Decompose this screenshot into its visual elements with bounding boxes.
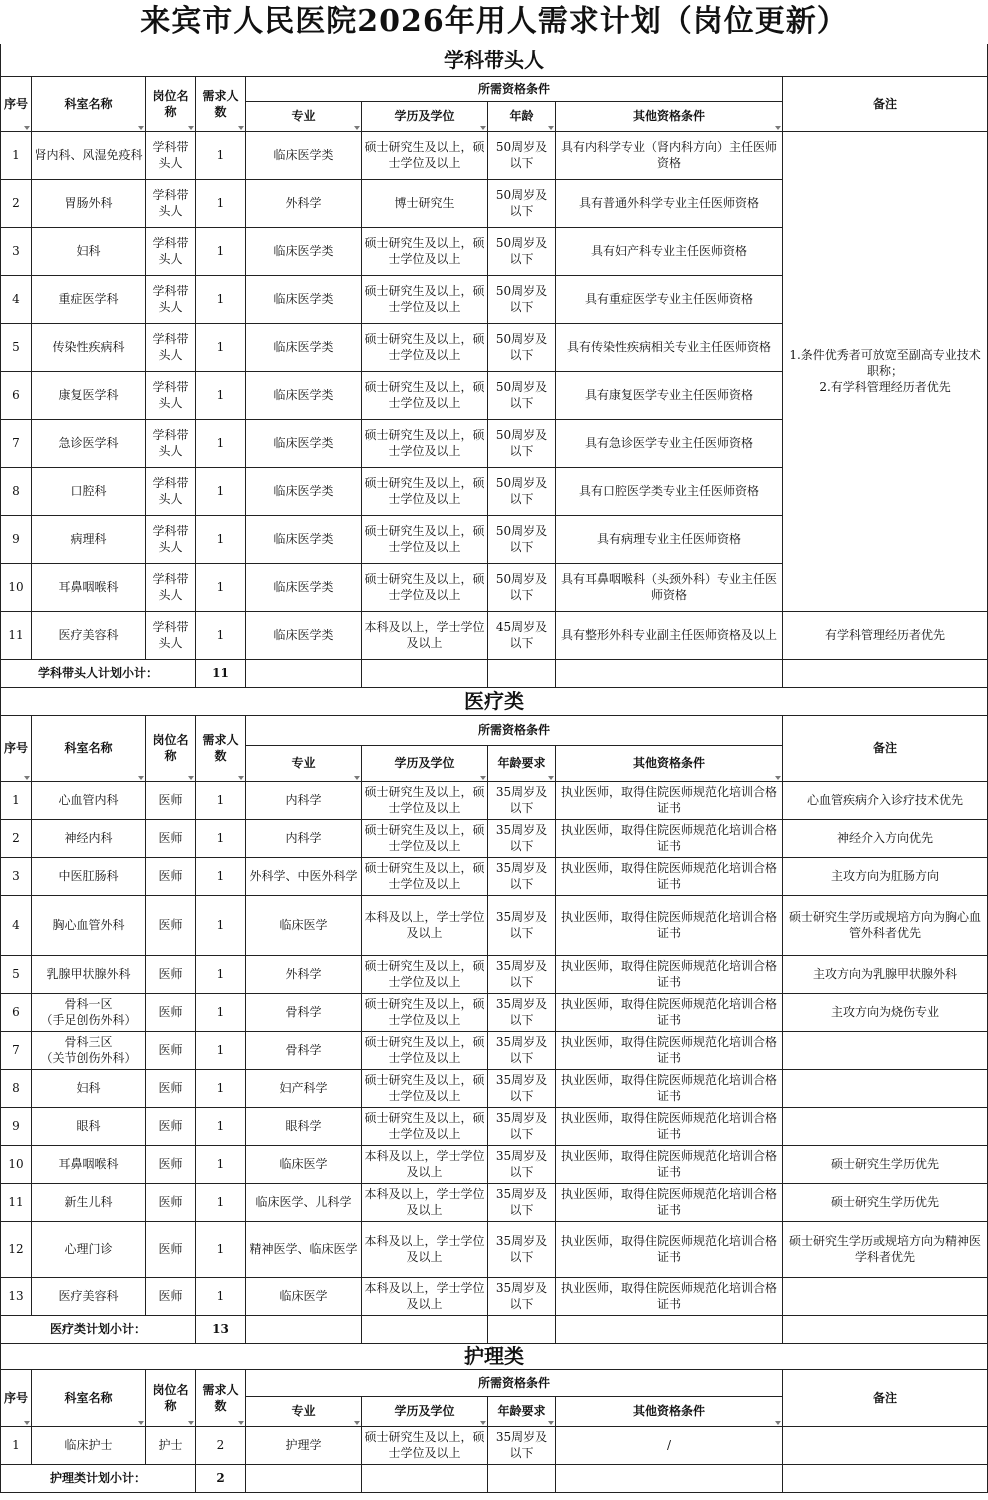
cell-count: 1 [196,1069,246,1107]
cell-age: 50周岁及以下 [488,419,556,467]
cell-note: 硕士研究生学历或规培方向为精神医学科者优先 [783,1221,988,1277]
cell-count: 1 [196,275,246,323]
subtotal-empty [556,1464,783,1492]
cell-seq: 5 [1,955,32,993]
cell-age: 35周岁及以下 [488,1031,556,1069]
cell-major: 妇产科学 [246,1069,362,1107]
cell-other: 执业医师，取得住院医师规范化培训合格证书 [556,1145,783,1183]
cell-age: 50周岁及以下 [488,563,556,611]
cell-count: 1 [196,955,246,993]
cell-count: 2 [196,1426,246,1464]
cell-position: 医师 [146,1183,196,1221]
cell-education: 硕士研究生及以上，硕士学位及以上 [362,419,488,467]
table-row [1,857,988,895]
cell-other: 具有耳鼻咽喉科（头颈外科）专业主任医师资格 [556,563,783,611]
cell-major: 临床医学、儿科学 [246,1183,362,1221]
cell-seq: 6 [1,371,32,419]
cell-major: 骨科学 [246,993,362,1031]
cell-position: 学科带头人 [146,371,196,419]
cell-note: 硕士研究生学历优先 [783,1145,988,1183]
cell-other: 具有急诊医学专业主任医师资格 [556,419,783,467]
cell-count: 1 [196,611,246,659]
cell-seq: 1 [1,1426,32,1464]
col-header-position: 岗位名称 [146,715,196,781]
cell-count: 1 [196,1031,246,1069]
cell-major: 临床医学类 [246,563,362,611]
col-header-dept: 科室名称 [32,715,146,781]
cell-age: 35周岁及以下 [488,955,556,993]
cell-major: 临床医学类 [246,131,362,179]
cell-position: 医师 [146,819,196,857]
cell-seq: 9 [1,1107,32,1145]
cell-position: 学科带头人 [146,179,196,227]
table-row [1,1069,988,1107]
cell-age: 35周岁及以下 [488,895,556,955]
cell-position: 医师 [146,1031,196,1069]
cell-dept: 妇科 [32,227,146,275]
col-header-major: 专业 [246,101,362,131]
col-header-major: 专业 [246,1396,362,1426]
cell-position: 学科带头人 [146,227,196,275]
cell-count: 1 [196,1221,246,1277]
cell-major: 外科学 [246,955,362,993]
table-row [1,1277,988,1315]
cell-major: 眼科学 [246,1107,362,1145]
cell-other: 执业医师，取得住院医师规范化培训合格证书 [556,1107,783,1145]
col-header-seq: 序号 [1,1369,32,1426]
document-title: 来宾市人民医院2026年用人需求计划（岗位更新） [140,4,848,39]
cell-major: 骨科学 [246,1031,362,1069]
col-header-education: 学历及学位 [362,745,488,781]
cell-position: 学科带头人 [146,275,196,323]
col-header-other: 其他资格条件 [556,101,783,131]
cell-note: 主攻方向为肛肠方向 [783,857,988,895]
cell-other: 具有整形外科专业副主任医师资格及以上 [556,611,783,659]
cell-position: 学科带头人 [146,515,196,563]
cell-seq: 2 [1,179,32,227]
cell-other: 执业医师，取得住院医师规范化培训合格证书 [556,1183,783,1221]
subtotal-value: 2 [196,1464,246,1492]
cell-age: 35周岁及以下 [488,1107,556,1145]
col-header-seq: 序号 [1,715,32,781]
cell-dept: 妇科 [32,1069,146,1107]
cell-note [783,1107,988,1145]
subtotal-empty [556,659,783,687]
cell-other: 执业医师，取得住院医师规范化培训合格证书 [556,857,783,895]
cell-major: 临床医学类 [246,275,362,323]
cell-other: 具有重症医学专业主任医师资格 [556,275,783,323]
cell-age: 50周岁及以下 [488,227,556,275]
cell-dept: 胃肠外科 [32,179,146,227]
table-row [1,955,988,993]
cell-position: 医师 [146,993,196,1031]
col-header-education: 学历及学位 [362,101,488,131]
table-row [1,781,988,819]
cell-major: 外科学 [246,179,362,227]
cell-dept: 医疗美容科 [32,611,146,659]
cell-dept: 传染性疾病科 [32,323,146,371]
section-title: 学科带头人 [1,44,988,76]
table-row [1,131,988,179]
subtotal-empty [783,1315,988,1343]
cell-position: 医师 [146,1277,196,1315]
col-header-count: 需求人数 [196,76,246,131]
cell-dept: 肾内科、风湿免疫科 [32,131,146,179]
cell-seq: 8 [1,1069,32,1107]
cell-major: 临床医学类 [246,323,362,371]
table-row [1,1145,988,1183]
table-row [1,1107,988,1145]
cell-seq: 11 [1,1183,32,1221]
cell-dept: 康复医学科 [32,371,146,419]
cell-major: 护理学 [246,1426,362,1464]
cell-note: 主攻方向为乳腺甲状腺外科 [783,955,988,993]
cell-count: 1 [196,993,246,1031]
cell-age: 35周岁及以下 [488,1183,556,1221]
cell-seq: 4 [1,275,32,323]
cell-education: 本科及以上，学士学位及以上 [362,611,488,659]
cell-education: 硕士研究生及以上，硕士学位及以上 [362,1031,488,1069]
cell-major: 临床医学 [246,1145,362,1183]
cell-major: 临床医学类 [246,611,362,659]
cell-position: 医师 [146,1107,196,1145]
table-row [1,1183,988,1221]
cell-note: 心血管疾病介入诊疗技术优先 [783,781,988,819]
col-header-note: 备注 [783,76,988,131]
cell-seq: 11 [1,611,32,659]
subtotal-empty [246,1315,362,1343]
cell-seq: 5 [1,323,32,371]
cell-dept: 眼科 [32,1107,146,1145]
cell-education: 硕士研究生及以上，硕士学位及以上 [362,819,488,857]
cell-note: 硕士研究生学历优先 [783,1183,988,1221]
cell-other: 执业医师，取得住院医师规范化培训合格证书 [556,993,783,1031]
subtotal-empty [362,659,488,687]
cell-other: 具有病理专业主任医师资格 [556,515,783,563]
cell-seq: 9 [1,515,32,563]
cell-age: 50周岁及以下 [488,467,556,515]
cell-position: 学科带头人 [146,131,196,179]
cell-position: 学科带头人 [146,323,196,371]
col-header-age: 年龄要求 [488,1396,556,1426]
subtotal-label: 护理类计划小计： [1,1464,196,1492]
cell-age: 50周岁及以下 [488,515,556,563]
cell-major: 临床医学 [246,895,362,955]
cell-education: 硕士研究生及以上，硕士学位及以上 [362,371,488,419]
table-row [1,1031,988,1069]
cell-seq: 7 [1,1031,32,1069]
cell-seq: 2 [1,819,32,857]
cell-education: 硕士研究生及以上，硕士学位及以上 [362,955,488,993]
cell-count: 1 [196,1183,246,1221]
cell-major: 内科学 [246,781,362,819]
cell-position: 学科带头人 [146,563,196,611]
cell-note [783,1031,988,1069]
cell-note: 有学科管理经历者优先 [783,611,988,659]
subtotal-empty [783,1464,988,1492]
cell-count: 1 [196,419,246,467]
cell-dept: 临床护士 [32,1426,146,1464]
cell-age: 50周岁及以下 [488,131,556,179]
col-header-seq: 序号 [1,76,32,131]
cell-note: 硕士研究生学历或规培方向为胸心血管外科者优先 [783,895,988,955]
cell-note [783,1069,988,1107]
cell-major: 内科学 [246,819,362,857]
cell-dept: 骨科三区 （关节创伤外科） [32,1031,146,1069]
section-title: 护理类 [1,1343,988,1369]
cell-position: 医师 [146,857,196,895]
recruitment-table [0,44,988,1493]
cell-note-merged: 1.条件优秀者可放宽至副高专业技术职称； 2.有学科管理经历者优先 [783,131,988,611]
cell-dept: 耳鼻咽喉科 [32,1145,146,1183]
cell-dept: 中医肛肠科 [32,857,146,895]
cell-major: 外科学、中医外科学 [246,857,362,895]
cell-count: 1 [196,179,246,227]
cell-dept: 重症医学科 [32,275,146,323]
cell-education: 博士研究生 [362,179,488,227]
cell-other: 执业医师，取得住院医师规范化培训合格证书 [556,955,783,993]
cell-education: 硕士研究生及以上，硕士学位及以上 [362,467,488,515]
cell-other: 具有康复医学专业主任医师资格 [556,371,783,419]
cell-major: 临床医学类 [246,419,362,467]
cell-other: 执业医师，取得住院医师规范化培训合格证书 [556,1069,783,1107]
cell-education: 本科及以上，学士学位及以上 [362,1221,488,1277]
cell-education: 硕士研究生及以上，硕士学位及以上 [362,131,488,179]
col-header-major: 专业 [246,745,362,781]
table-row [1,895,988,955]
cell-education: 硕士研究生及以上，硕士学位及以上 [362,1426,488,1464]
subtotal-empty [362,1315,488,1343]
subtotal-label: 医疗类计划小计： [1,1315,196,1343]
cell-other: 执业医师，取得住院医师规范化培训合格证书 [556,1221,783,1277]
cell-age: 35周岁及以下 [488,781,556,819]
cell-count: 1 [196,857,246,895]
cell-count: 1 [196,895,246,955]
cell-age: 35周岁及以下 [488,819,556,857]
cell-education: 硕士研究生及以上，硕士学位及以上 [362,227,488,275]
cell-major: 临床医学 [246,1277,362,1315]
cell-dept: 胸心血管外科 [32,895,146,955]
col-header-other: 其他资格条件 [556,1396,783,1426]
table-row [1,819,988,857]
subtotal-label: 学科带头人计划小计： [1,659,196,687]
cell-education: 本科及以上，学士学位及以上 [362,1183,488,1221]
cell-education: 本科及以上，学士学位及以上 [362,1145,488,1183]
cell-major: 临床医学类 [246,371,362,419]
cell-note [783,1277,988,1315]
col-header-other: 其他资格条件 [556,745,783,781]
cell-note: 主攻方向为烧伤专业 [783,993,988,1031]
table-row [1,1221,988,1277]
cell-education: 硕士研究生及以上，硕士学位及以上 [362,857,488,895]
cell-education: 硕士研究生及以上，硕士学位及以上 [362,781,488,819]
cell-seq: 1 [1,781,32,819]
cell-age: 50周岁及以下 [488,179,556,227]
cell-age: 35周岁及以下 [488,1426,556,1464]
cell-count: 1 [196,515,246,563]
cell-dept: 口腔科 [32,467,146,515]
cell-major: 临床医学类 [246,227,362,275]
cell-seq: 12 [1,1221,32,1277]
col-header-count: 需求人数 [196,1369,246,1426]
cell-dept: 心血管内科 [32,781,146,819]
cell-education: 本科及以上，学士学位及以上 [362,895,488,955]
cell-dept: 骨科一区 （手足创伤外科） [32,993,146,1031]
subtotal-empty [362,1464,488,1492]
col-header-count: 需求人数 [196,715,246,781]
cell-age: 50周岁及以下 [488,323,556,371]
cell-position: 护士 [146,1426,196,1464]
cell-other: 执业医师，取得住院医师规范化培训合格证书 [556,1031,783,1069]
cell-education: 硕士研究生及以上，硕士学位及以上 [362,515,488,563]
cell-dept: 新生儿科 [32,1183,146,1221]
cell-dept: 耳鼻咽喉科 [32,563,146,611]
col-header-position: 岗位名称 [146,76,196,131]
cell-position: 学科带头人 [146,467,196,515]
subtotal-empty [783,659,988,687]
cell-position: 医师 [146,895,196,955]
col-header-qualifications: 所需资格条件 [246,715,783,745]
cell-education: 本科及以上，学士学位及以上 [362,1277,488,1315]
cell-dept: 乳腺甲状腺外科 [32,955,146,993]
subtotal-empty [488,1315,556,1343]
cell-count: 1 [196,323,246,371]
cell-age: 35周岁及以下 [488,857,556,895]
cell-age: 50周岁及以下 [488,275,556,323]
cell-seq: 10 [1,563,32,611]
col-header-position: 岗位名称 [146,1369,196,1426]
subtotal-empty [246,659,362,687]
col-header-age: 年龄 [488,101,556,131]
cell-seq: 7 [1,419,32,467]
cell-count: 1 [196,131,246,179]
col-header-dept: 科室名称 [32,76,146,131]
cell-dept: 病理科 [32,515,146,563]
cell-age: 45周岁及以下 [488,611,556,659]
cell-education: 硕士研究生及以上，硕士学位及以上 [362,323,488,371]
cell-seq: 1 [1,131,32,179]
table-row [1,1426,988,1464]
cell-position: 医师 [146,781,196,819]
cell-age: 35周岁及以下 [488,1069,556,1107]
cell-education: 硕士研究生及以上，硕士学位及以上 [362,1107,488,1145]
cell-education: 硕士研究生及以上，硕士学位及以上 [362,993,488,1031]
cell-dept: 心理门诊 [32,1221,146,1277]
subtotal-value: 13 [196,1315,246,1343]
subtotal-empty [556,1315,783,1343]
cell-count: 1 [196,371,246,419]
cell-age: 50周岁及以下 [488,371,556,419]
cell-position: 学科带头人 [146,419,196,467]
cell-seq: 10 [1,1145,32,1183]
cell-count: 1 [196,1107,246,1145]
cell-education: 硕士研究生及以上，硕士学位及以上 [362,563,488,611]
cell-other: 具有传染性疾病相关专业主任医师资格 [556,323,783,371]
subtotal-empty [246,1464,362,1492]
cell-seq: 8 [1,467,32,515]
cell-dept: 神经内科 [32,819,146,857]
cell-count: 1 [196,1277,246,1315]
cell-major: 精神医学、临床医学 [246,1221,362,1277]
cell-other: 执业医师，取得住院医师规范化培训合格证书 [556,819,783,857]
cell-other: 具有妇产科专业主任医师资格 [556,227,783,275]
section-title: 医疗类 [1,687,988,715]
cell-age: 35周岁及以下 [488,993,556,1031]
subtotal-value: 11 [196,659,246,687]
cell-note: 神经介入方向优先 [783,819,988,857]
cell-position: 医师 [146,1221,196,1277]
cell-seq: 3 [1,227,32,275]
col-header-education: 学历及学位 [362,1396,488,1426]
cell-age: 35周岁及以下 [488,1221,556,1277]
cell-other: 执业医师，取得住院医师规范化培训合格证书 [556,781,783,819]
cell-position: 医师 [146,955,196,993]
cell-age: 35周岁及以下 [488,1277,556,1315]
table-row [1,611,988,659]
cell-seq: 3 [1,857,32,895]
subtotal-empty [488,1464,556,1492]
cell-other: / [556,1426,783,1464]
col-header-age: 年龄要求 [488,745,556,781]
col-header-note: 备注 [783,1369,988,1426]
cell-count: 1 [196,819,246,857]
cell-other: 执业医师，取得住院医师规范化培训合格证书 [556,1277,783,1315]
table-row [1,993,988,1031]
cell-count: 1 [196,467,246,515]
cell-other: 具有普通外科学专业主任医师资格 [556,179,783,227]
cell-major: 临床医学类 [246,467,362,515]
cell-dept: 急诊医学科 [32,419,146,467]
cell-count: 1 [196,563,246,611]
cell-age: 35周岁及以下 [488,1145,556,1183]
cell-seq: 6 [1,993,32,1031]
cell-other: 具有口腔医学类专业主任医师资格 [556,467,783,515]
cell-count: 1 [196,781,246,819]
cell-note [783,1426,988,1464]
cell-other: 具有内科学专业（肾内科方向）主任医师资格 [556,131,783,179]
cell-position: 医师 [146,1069,196,1107]
cell-education: 硕士研究生及以上，硕士学位及以上 [362,1069,488,1107]
cell-count: 1 [196,227,246,275]
cell-seq: 13 [1,1277,32,1315]
cell-position: 医师 [146,1145,196,1183]
col-header-qualifications: 所需资格条件 [246,76,783,101]
col-header-qualifications: 所需资格条件 [246,1369,783,1396]
cell-count: 1 [196,1145,246,1183]
cell-education: 硕士研究生及以上，硕士学位及以上 [362,275,488,323]
cell-dept: 医疗美容科 [32,1277,146,1315]
cell-position: 学科带头人 [146,611,196,659]
subtotal-empty [488,659,556,687]
col-header-dept: 科室名称 [32,1369,146,1426]
col-header-note: 备注 [783,715,988,781]
cell-other: 执业医师，取得住院医师规范化培训合格证书 [556,895,783,955]
cell-major: 临床医学类 [246,515,362,563]
cell-seq: 4 [1,895,32,955]
